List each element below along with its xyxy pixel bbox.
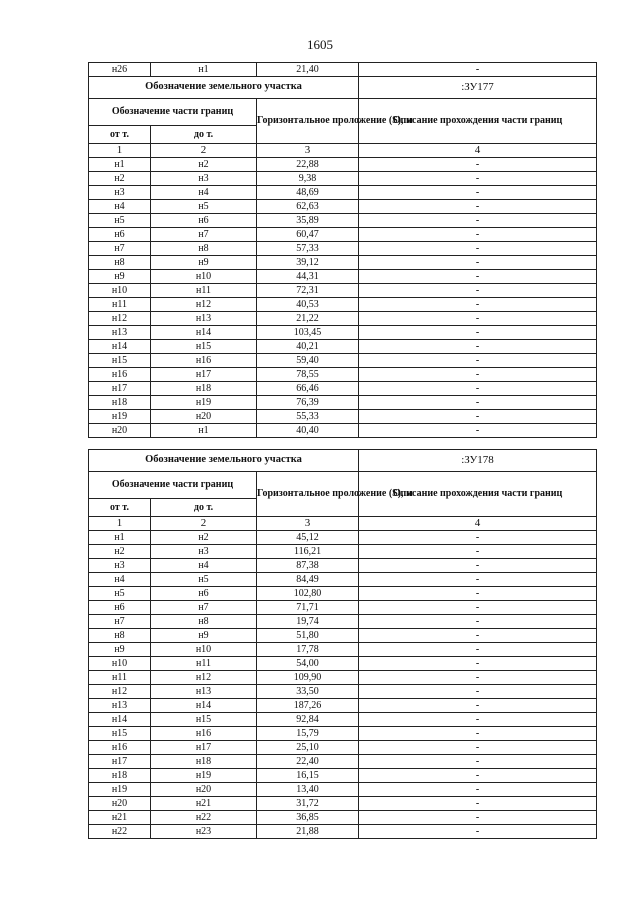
to-point-cell: н8 bbox=[151, 242, 257, 256]
length-cell: 102,80 bbox=[257, 587, 359, 601]
table-row bbox=[89, 312, 597, 326]
description-cell: - bbox=[359, 186, 597, 200]
table-row bbox=[89, 629, 597, 643]
from-point-cell: н2 bbox=[89, 545, 151, 559]
boundary-table-zu178 bbox=[88, 449, 597, 839]
from-point-cell: н9 bbox=[89, 270, 151, 284]
carryover-row bbox=[89, 63, 597, 77]
table-row bbox=[89, 573, 597, 587]
from-point-cell: н12 bbox=[89, 312, 151, 326]
description-cell: - bbox=[359, 63, 597, 77]
description-cell: - bbox=[359, 699, 597, 713]
column-number: 3 bbox=[257, 144, 359, 158]
plot-designation-label: Обозначение земельного участка bbox=[89, 77, 359, 99]
from-point-cell: н7 bbox=[89, 615, 151, 629]
length-cell: 9,38 bbox=[257, 172, 359, 186]
length-cell: 21,22 bbox=[257, 312, 359, 326]
length-cell: 33,50 bbox=[257, 685, 359, 699]
length-cell: 40,40 bbox=[257, 424, 359, 438]
length-cell: 60,47 bbox=[257, 228, 359, 242]
description-cell: - bbox=[359, 396, 597, 410]
description-cell: - bbox=[359, 424, 597, 438]
to-point-cell: н6 bbox=[151, 214, 257, 228]
to-point-cell: н13 bbox=[151, 312, 257, 326]
length-cell: 76,39 bbox=[257, 396, 359, 410]
length-cell: 21,40 bbox=[257, 63, 359, 77]
description-cell: - bbox=[359, 158, 597, 172]
to-point-cell: н2 bbox=[151, 158, 257, 172]
table-row bbox=[89, 186, 597, 200]
table-row bbox=[89, 424, 597, 438]
from-point-cell: н2 bbox=[89, 172, 151, 186]
boundary-table-zu177 bbox=[88, 62, 597, 438]
length-cell: 92,84 bbox=[257, 713, 359, 727]
to-point-header: до т. bbox=[151, 499, 257, 517]
to-point-cell: н13 bbox=[151, 685, 257, 699]
length-cell: 71,71 bbox=[257, 601, 359, 615]
length-cell: 48,69 bbox=[257, 186, 359, 200]
length-cell: 116,21 bbox=[257, 545, 359, 559]
length-cell: 51,80 bbox=[257, 629, 359, 643]
description-cell: - bbox=[359, 312, 597, 326]
length-cell: 103,45 bbox=[257, 326, 359, 340]
from-point-cell: н8 bbox=[89, 629, 151, 643]
length-cell: 39,12 bbox=[257, 256, 359, 270]
table-row bbox=[89, 368, 597, 382]
to-point-cell: н18 bbox=[151, 755, 257, 769]
to-point-cell: н12 bbox=[151, 298, 257, 312]
from-point-cell: н14 bbox=[89, 340, 151, 354]
length-cell: 57,33 bbox=[257, 242, 359, 256]
column-header-row bbox=[89, 472, 597, 499]
table-row bbox=[89, 671, 597, 685]
table-row bbox=[89, 298, 597, 312]
plot-id: :ЗУ177 bbox=[359, 77, 597, 99]
length-cell: 187,26 bbox=[257, 699, 359, 713]
to-point-cell: н14 bbox=[151, 699, 257, 713]
length-cell: 13,40 bbox=[257, 783, 359, 797]
from-point-cell: н11 bbox=[89, 671, 151, 685]
length-cell: 59,40 bbox=[257, 354, 359, 368]
table-row bbox=[89, 811, 597, 825]
table-row bbox=[89, 587, 597, 601]
description-cell: - bbox=[359, 354, 597, 368]
to-point-cell: н9 bbox=[151, 256, 257, 270]
to-point-cell: н6 bbox=[151, 587, 257, 601]
part-designation-header: Обозначение части границ bbox=[89, 472, 257, 499]
to-point-cell: н19 bbox=[151, 396, 257, 410]
length-cell: 17,78 bbox=[257, 643, 359, 657]
description-cell: - bbox=[359, 410, 597, 424]
from-point-cell: н17 bbox=[89, 755, 151, 769]
description-cell: - bbox=[359, 741, 597, 755]
from-point-cell: н11 bbox=[89, 298, 151, 312]
table-row bbox=[89, 396, 597, 410]
table-row bbox=[89, 699, 597, 713]
length-cell: 54,00 bbox=[257, 657, 359, 671]
from-point-cell: н16 bbox=[89, 368, 151, 382]
table-row bbox=[89, 531, 597, 545]
table-row bbox=[89, 713, 597, 727]
table-row bbox=[89, 545, 597, 559]
table-row bbox=[89, 685, 597, 699]
to-point-cell: н12 bbox=[151, 671, 257, 685]
table-row bbox=[89, 657, 597, 671]
from-point-cell: н22 bbox=[89, 825, 151, 839]
table-row bbox=[89, 559, 597, 573]
from-point-cell: н19 bbox=[89, 410, 151, 424]
length-cell: 22,88 bbox=[257, 158, 359, 172]
from-point-cell: н13 bbox=[89, 699, 151, 713]
description-cell: - bbox=[359, 270, 597, 284]
table-row bbox=[89, 256, 597, 270]
part-designation-header: Обозначение части границ bbox=[89, 99, 257, 126]
column-number: 2 bbox=[151, 517, 257, 531]
page-number: 1605 bbox=[307, 37, 333, 52]
column-number: 1 bbox=[89, 517, 151, 531]
description-cell: - bbox=[359, 629, 597, 643]
from-point-cell: н4 bbox=[89, 200, 151, 214]
to-point-cell: н7 bbox=[151, 601, 257, 615]
to-point-cell: н4 bbox=[151, 186, 257, 200]
from-point-cell: н15 bbox=[89, 727, 151, 741]
to-point-cell: н17 bbox=[151, 741, 257, 755]
length-cell: 25,10 bbox=[257, 741, 359, 755]
description-cell: - bbox=[359, 615, 597, 629]
description-cell: - bbox=[359, 685, 597, 699]
length-cell: 40,53 bbox=[257, 298, 359, 312]
from-point-cell: н18 bbox=[89, 396, 151, 410]
description-cell: - bbox=[359, 382, 597, 396]
description-cell: - bbox=[359, 284, 597, 298]
description-header: Описание прохождения части границ bbox=[359, 472, 597, 517]
length-cell: 78,55 bbox=[257, 368, 359, 382]
description-cell: - bbox=[359, 657, 597, 671]
from-point-cell: н20 bbox=[89, 424, 151, 438]
table-row bbox=[89, 643, 597, 657]
length-cell: 62,63 bbox=[257, 200, 359, 214]
from-point-cell: н6 bbox=[89, 601, 151, 615]
to-point-cell: н16 bbox=[151, 354, 257, 368]
to-point-cell: н18 bbox=[151, 382, 257, 396]
description-cell: - bbox=[359, 242, 597, 256]
horizontal-length-header: Горизонтальное проложение (S), м bbox=[257, 472, 359, 517]
from-point-cell: н6 bbox=[89, 228, 151, 242]
plot-header-row bbox=[89, 450, 597, 472]
plot-id: :ЗУ178 bbox=[359, 450, 597, 472]
description-cell: - bbox=[359, 713, 597, 727]
description-cell: - bbox=[359, 256, 597, 270]
column-header-row bbox=[89, 99, 597, 126]
from-point-cell: н20 bbox=[89, 797, 151, 811]
column-number-row bbox=[89, 144, 597, 158]
to-point-cell: н16 bbox=[151, 727, 257, 741]
table-row bbox=[89, 783, 597, 797]
to-point-header: до т. bbox=[151, 126, 257, 144]
plot-designation-label: Обозначение земельного участка bbox=[89, 450, 359, 472]
from-point-cell: н3 bbox=[89, 559, 151, 573]
from-point-cell: н1 bbox=[89, 531, 151, 545]
to-point-cell: н11 bbox=[151, 657, 257, 671]
table-row bbox=[89, 755, 597, 769]
description-cell: - bbox=[359, 340, 597, 354]
table-row bbox=[89, 354, 597, 368]
to-point-cell: н15 bbox=[151, 713, 257, 727]
to-point-cell: н20 bbox=[151, 410, 257, 424]
from-point-cell: н15 bbox=[89, 354, 151, 368]
table-row bbox=[89, 284, 597, 298]
column-number: 4 bbox=[359, 144, 597, 158]
from-point-cell: н17 bbox=[89, 382, 151, 396]
description-cell: - bbox=[359, 797, 597, 811]
to-point-cell: н10 bbox=[151, 643, 257, 657]
length-cell: 72,31 bbox=[257, 284, 359, 298]
from-point-cell: н5 bbox=[89, 587, 151, 601]
table-row bbox=[89, 214, 597, 228]
length-cell: 16,15 bbox=[257, 769, 359, 783]
from-point-cell: н3 bbox=[89, 186, 151, 200]
column-number: 4 bbox=[359, 517, 597, 531]
to-point-cell: н17 bbox=[151, 368, 257, 382]
description-cell: - bbox=[359, 228, 597, 242]
to-point-cell: н3 bbox=[151, 172, 257, 186]
from-point-cell: н8 bbox=[89, 256, 151, 270]
length-cell: 15,79 bbox=[257, 727, 359, 741]
to-point-cell: н23 bbox=[151, 825, 257, 839]
to-point-cell: н3 bbox=[151, 545, 257, 559]
description-cell: - bbox=[359, 573, 597, 587]
description-cell: - bbox=[359, 643, 597, 657]
table-row bbox=[89, 615, 597, 629]
to-point-cell: н8 bbox=[151, 615, 257, 629]
from-point-cell: н19 bbox=[89, 783, 151, 797]
length-cell: 19,74 bbox=[257, 615, 359, 629]
length-cell: 87,38 bbox=[257, 559, 359, 573]
description-cell: - bbox=[359, 326, 597, 340]
from-point-cell: н21 bbox=[89, 811, 151, 825]
table-row bbox=[89, 326, 597, 340]
to-point-cell: н5 bbox=[151, 200, 257, 214]
length-cell: 35,89 bbox=[257, 214, 359, 228]
table-row bbox=[89, 825, 597, 839]
table-row bbox=[89, 242, 597, 256]
to-point-cell: н19 bbox=[151, 769, 257, 783]
from-point-cell: н14 bbox=[89, 713, 151, 727]
description-cell: - bbox=[359, 671, 597, 685]
table-row bbox=[89, 172, 597, 186]
from-point-header: от т. bbox=[89, 499, 151, 517]
plot-header-row bbox=[89, 77, 597, 99]
from-point-cell: н4 bbox=[89, 573, 151, 587]
description-cell: - bbox=[359, 825, 597, 839]
to-point-cell: н20 bbox=[151, 783, 257, 797]
description-cell: - bbox=[359, 531, 597, 545]
to-point-cell: н14 bbox=[151, 326, 257, 340]
length-cell: 45,12 bbox=[257, 531, 359, 545]
description-cell: - bbox=[359, 200, 597, 214]
description-cell: - bbox=[359, 755, 597, 769]
to-point-cell: н10 bbox=[151, 270, 257, 284]
from-point-cell: н1 bbox=[89, 158, 151, 172]
table-row bbox=[89, 410, 597, 424]
to-point-cell: н22 bbox=[151, 811, 257, 825]
from-point-cell: н12 bbox=[89, 685, 151, 699]
description-cell: - bbox=[359, 298, 597, 312]
table-row bbox=[89, 601, 597, 615]
to-point-cell: н4 bbox=[151, 559, 257, 573]
horizontal-length-header: Горизонтальное проложение (S), м bbox=[257, 99, 359, 144]
description-cell: - bbox=[359, 559, 597, 573]
length-cell: 44,31 bbox=[257, 270, 359, 284]
column-number-row bbox=[89, 517, 597, 531]
description-cell: - bbox=[359, 368, 597, 382]
description-cell: - bbox=[359, 727, 597, 741]
length-cell: 84,49 bbox=[257, 573, 359, 587]
table-row bbox=[89, 727, 597, 741]
to-point-cell: н21 bbox=[151, 797, 257, 811]
table-row bbox=[89, 797, 597, 811]
table-row bbox=[89, 741, 597, 755]
length-cell: 109,90 bbox=[257, 671, 359, 685]
to-point-cell: н9 bbox=[151, 629, 257, 643]
length-cell: 22,40 bbox=[257, 755, 359, 769]
description-cell: - bbox=[359, 172, 597, 186]
to-point-cell: н15 bbox=[151, 340, 257, 354]
length-cell: 66,46 bbox=[257, 382, 359, 396]
column-number: 2 bbox=[151, 144, 257, 158]
from-point-cell: н13 bbox=[89, 326, 151, 340]
from-point-cell: н10 bbox=[89, 284, 151, 298]
description-cell: - bbox=[359, 545, 597, 559]
table-row bbox=[89, 158, 597, 172]
table-row bbox=[89, 270, 597, 284]
description-cell: - bbox=[359, 587, 597, 601]
to-point-cell: н11 bbox=[151, 284, 257, 298]
table-row bbox=[89, 769, 597, 783]
from-point-cell: н16 bbox=[89, 741, 151, 755]
to-point-cell: н7 bbox=[151, 228, 257, 242]
from-point-cell: н5 bbox=[89, 214, 151, 228]
description-cell: - bbox=[359, 214, 597, 228]
from-point-header: от т. bbox=[89, 126, 151, 144]
table-row bbox=[89, 340, 597, 354]
length-cell: 21,88 bbox=[257, 825, 359, 839]
table-row bbox=[89, 200, 597, 214]
description-header: Описание прохождения части границ bbox=[359, 99, 597, 144]
length-cell: 31,72 bbox=[257, 797, 359, 811]
from-point-cell: н26 bbox=[89, 63, 151, 77]
length-cell: 40,21 bbox=[257, 340, 359, 354]
from-point-cell: н9 bbox=[89, 643, 151, 657]
table-row bbox=[89, 382, 597, 396]
to-point-cell: н1 bbox=[151, 63, 257, 77]
from-point-cell: н18 bbox=[89, 769, 151, 783]
from-point-cell: н10 bbox=[89, 657, 151, 671]
to-point-cell: н5 bbox=[151, 573, 257, 587]
column-number: 3 bbox=[257, 517, 359, 531]
to-point-cell: н1 bbox=[151, 424, 257, 438]
description-cell: - bbox=[359, 783, 597, 797]
length-cell: 36,85 bbox=[257, 811, 359, 825]
to-point-cell: н2 bbox=[151, 531, 257, 545]
description-cell: - bbox=[359, 769, 597, 783]
length-cell: 55,33 bbox=[257, 410, 359, 424]
description-cell: - bbox=[359, 601, 597, 615]
table-row bbox=[89, 228, 597, 242]
description-cell: - bbox=[359, 811, 597, 825]
from-point-cell: н7 bbox=[89, 242, 151, 256]
column-number: 1 bbox=[89, 144, 151, 158]
